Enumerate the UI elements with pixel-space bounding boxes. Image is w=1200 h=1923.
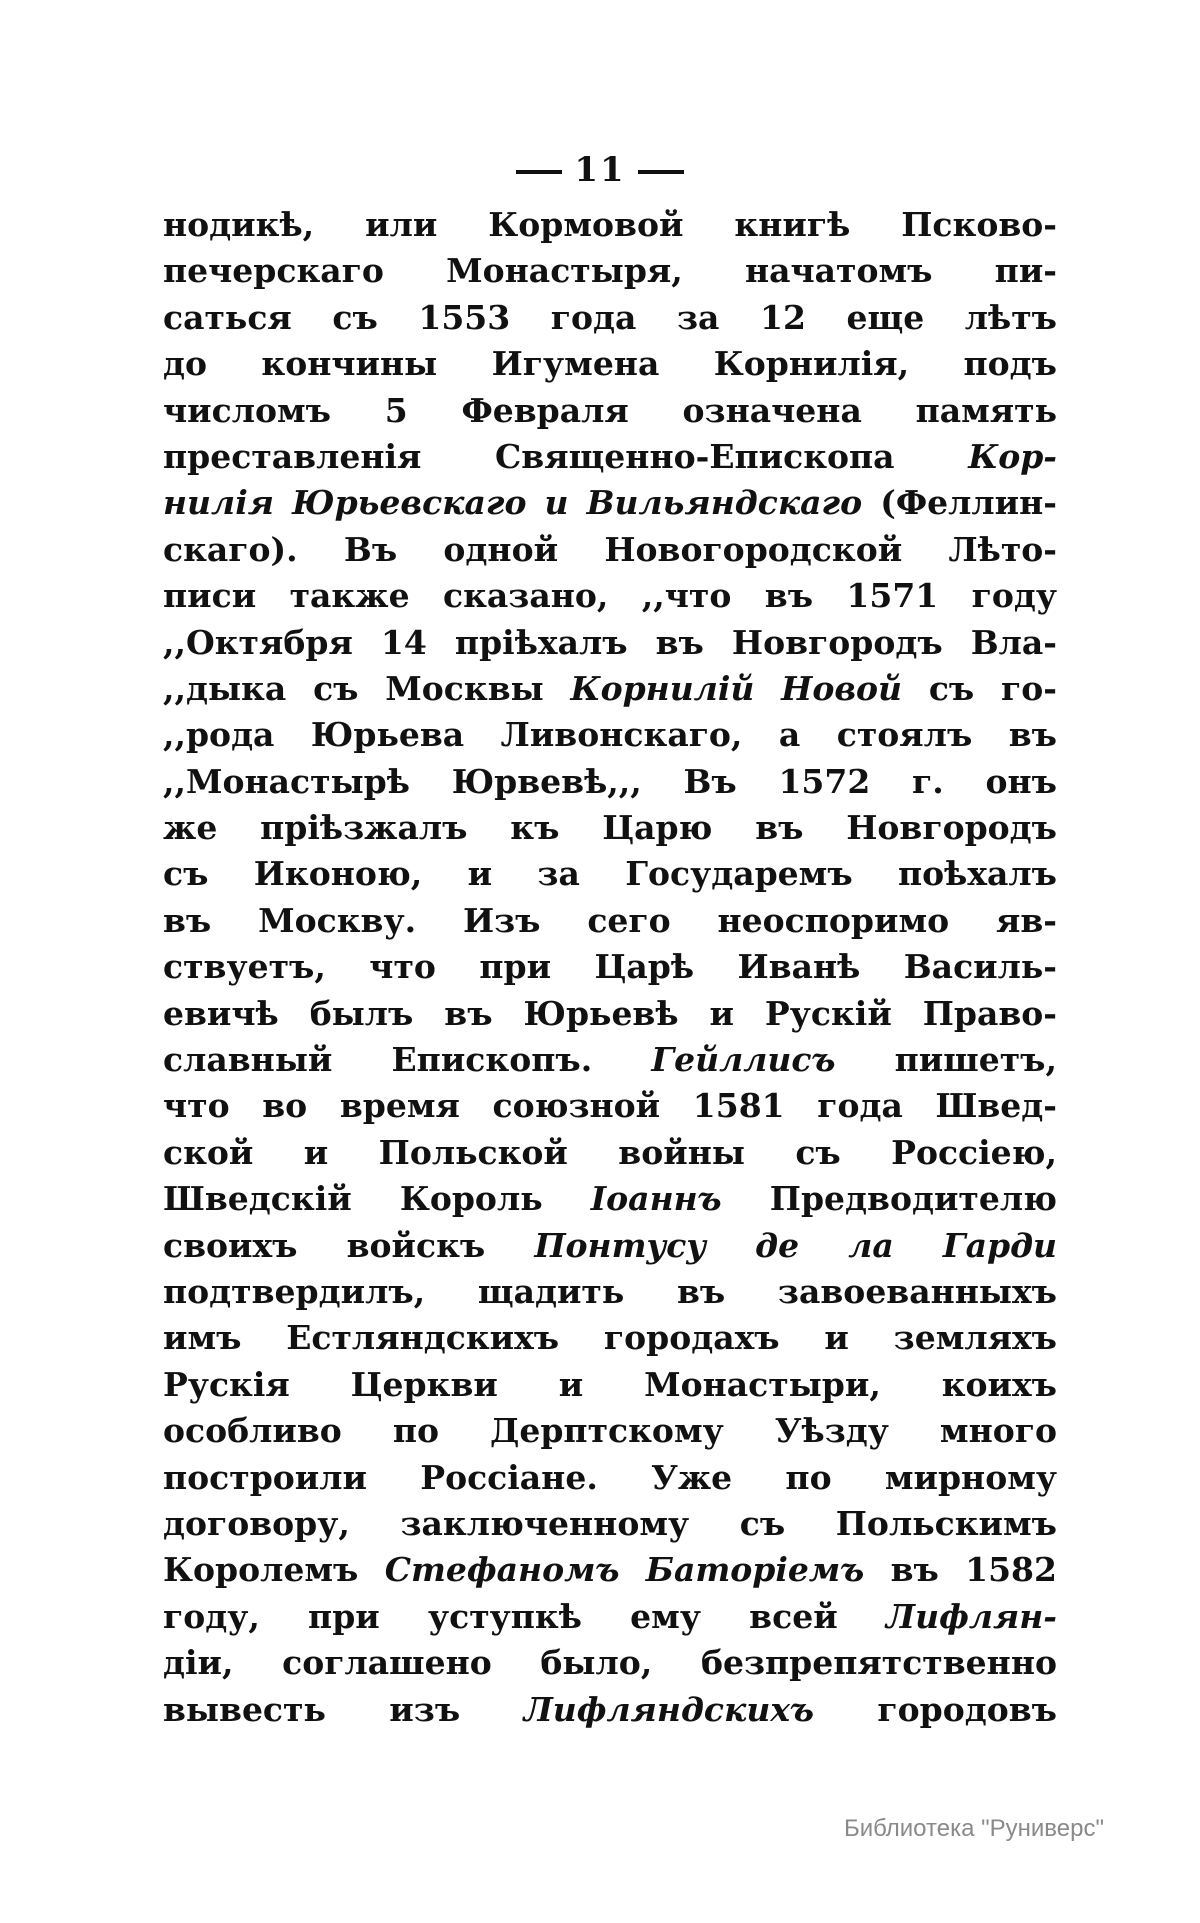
line-text: ,,Монастырѣ Юрвевѣ,,, Въ 1572 г. онъ	[163, 761, 1057, 801]
text-line	[163, 1083, 1057, 1129]
text-line	[163, 1269, 1057, 1315]
text-line	[163, 202, 1057, 248]
italic-name: нилія Юрьевскаго и Вильяндскаго	[163, 483, 863, 523]
line-text: въ Москву. Изъ сего неоспоримо яв-	[163, 900, 1057, 940]
line-text: году, при уступкѣ ему всей	[163, 1596, 886, 1636]
line-text: особливо по Дерптскому Уѣзду много	[163, 1411, 1057, 1451]
line-text: договору, заключенному съ Польскимъ	[163, 1503, 1057, 1543]
line-text: вывесть изъ	[163, 1689, 524, 1729]
line-text: своихъ войскъ	[163, 1225, 535, 1265]
line-text: ствуетъ, что при Царѣ Иванѣ Василь-	[163, 947, 1057, 987]
text-line	[163, 341, 1057, 387]
text-line	[163, 388, 1057, 434]
text-line	[163, 248, 1057, 294]
line-text: имъ Естляндскихъ городахъ и земляхъ	[163, 1318, 1057, 1358]
text-line	[163, 1687, 1057, 1733]
line-text: Шведскій Король	[163, 1179, 591, 1219]
page-number-label: 11	[574, 150, 626, 190]
line-text: Королемъ	[163, 1550, 385, 1590]
italic-name: Лифлян-	[885, 1596, 1057, 1636]
line-text: въ 1582	[864, 1550, 1057, 1590]
line-text: ,,рода Юрьева Ливонскаго, а стоялъ въ	[163, 715, 1057, 755]
italic-name: Стефаномъ Баторіемъ	[384, 1550, 865, 1590]
line-text: же пріѣзжалъ къ Царю въ Новгородъ	[163, 808, 1057, 848]
italic-name: Лифляндскихъ	[523, 1689, 815, 1729]
italic-name: Іоаннъ	[590, 1179, 722, 1219]
line-text: съ го-	[902, 668, 1057, 708]
italic-name: Кор-	[968, 436, 1057, 476]
line-text: числомъ 5 Февраля означена память	[163, 390, 1057, 430]
line-text: городовъ	[814, 1689, 1057, 1729]
text-line	[163, 851, 1057, 897]
text-line	[163, 573, 1057, 619]
line-text: Рускія Церкви и Монастыри, коихъ	[163, 1364, 1057, 1404]
line-text: славный Епископъ.	[163, 1040, 652, 1080]
text-line	[163, 1037, 1057, 1083]
line-text: печерскаго Монастыря, начатомъ пи-	[163, 251, 1057, 291]
line-text: (Феллин-	[862, 483, 1057, 523]
line-text: ,,Октября 14 пріѣхалъ въ Новгородъ Вла-	[163, 622, 1057, 662]
line-text: нодикѣ, или Кормовой книгѣ Псково-	[163, 205, 1057, 244]
line-text: построили Россіане. Уже по мирному	[163, 1457, 1057, 1497]
line-text: съ Иконою, и за Государемъ поѣхалъ	[163, 854, 1057, 894]
text-line	[163, 1594, 1057, 1640]
text-line	[163, 898, 1057, 944]
line-text: Предводителю	[721, 1179, 1057, 1219]
text-line	[163, 1176, 1057, 1222]
line-text: что во время союзной 1581 года Швед-	[163, 1086, 1057, 1126]
text-line	[163, 944, 1057, 990]
line-text: ,,дыка съ Москвы	[163, 668, 571, 708]
line-text: преставленія Священно-Епископа	[163, 436, 969, 476]
italic-name: Корнилій Новой	[570, 668, 903, 708]
text-line	[163, 1362, 1057, 1408]
line-text: саться съ 1553 года за 12 еще лѣтъ	[163, 297, 1057, 337]
text-line	[163, 620, 1057, 666]
text-line	[163, 666, 1057, 712]
text-line	[163, 527, 1057, 573]
text-line	[163, 759, 1057, 805]
library-watermark: Библиотека "Руниверс"	[843, 1815, 1104, 1842]
text-line	[163, 1130, 1057, 1176]
body-text	[163, 202, 1057, 1733]
text-line	[163, 1455, 1057, 1501]
italic-name: Понтусу де ла Гарди	[534, 1225, 1057, 1265]
page-number	[0, 150, 1200, 190]
left-dash-ornament	[516, 170, 562, 174]
text-line	[163, 1315, 1057, 1361]
text-line	[163, 991, 1057, 1037]
line-text: ской и Польской войны съ Россіею,	[163, 1132, 1057, 1172]
text-line	[163, 1501, 1057, 1547]
text-line	[163, 1408, 1057, 1454]
italic-name: Гейллисъ	[651, 1040, 836, 1080]
text-line	[163, 1640, 1057, 1686]
line-text: евичѣ былъ въ Юрьевѣ и Рускій Право-	[163, 993, 1057, 1033]
text-line	[163, 1547, 1057, 1593]
right-dash-ornament	[638, 170, 684, 174]
text-line	[163, 712, 1057, 758]
line-text: пишетъ,	[835, 1040, 1057, 1080]
text-line	[163, 434, 1057, 480]
line-text: скаго). Въ одной Новогородской Лѣто-	[163, 529, 1057, 569]
text-line	[163, 480, 1057, 526]
line-text: діи, соглашено было, безпрепятственно	[163, 1643, 1057, 1683]
text-line	[163, 295, 1057, 341]
text-line	[163, 1223, 1057, 1269]
text-line	[163, 805, 1057, 851]
line-text: до кончины Игумена Корнилія, подъ	[163, 344, 1057, 384]
line-text: подтвердилъ, щадить въ завоеванныхъ	[163, 1271, 1057, 1311]
line-text: писи также сказано, ,,что въ 1571 году	[163, 576, 1057, 616]
